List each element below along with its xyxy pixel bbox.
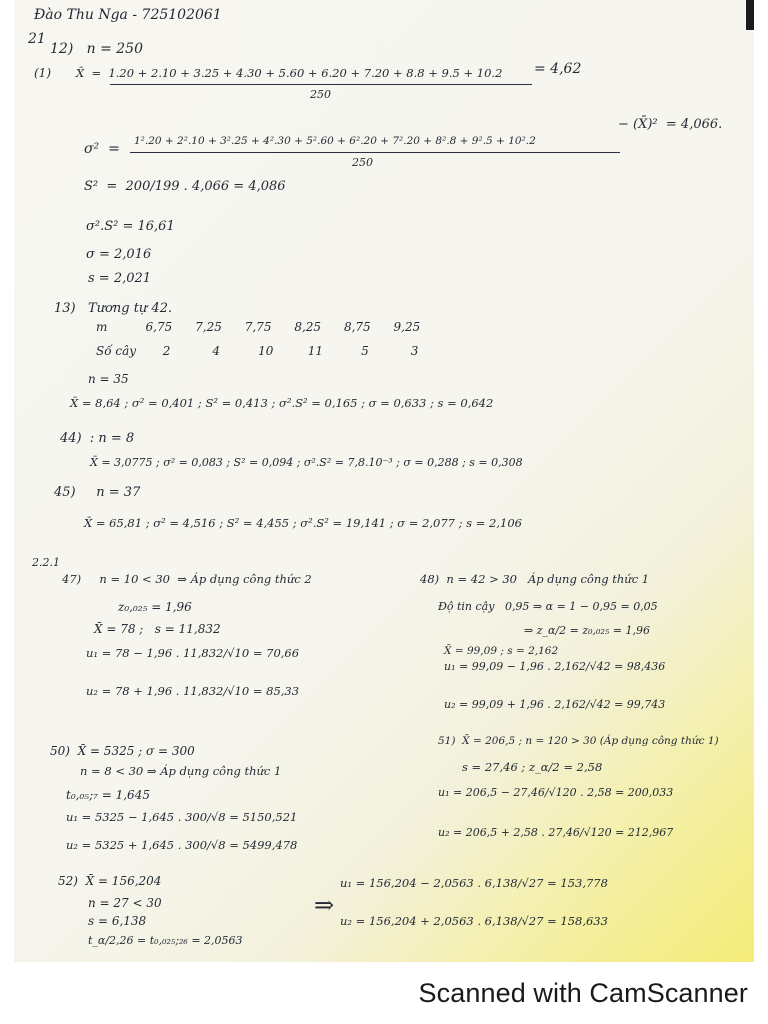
sigma-value: σ = 2,016 (86, 247, 152, 262)
problem-48: 48) n = 42 > 30 Áp dụng công thức 1 (420, 572, 650, 586)
t-value-50: t₀,₀₅;₇ = 1,645 (66, 788, 150, 802)
fraction-bar (110, 84, 532, 85)
table-row-count: Số cây 2 4 10 11 5 3 (96, 344, 419, 358)
page-edge-shadow (746, 0, 754, 30)
z-value-48: ⇒ z_α/2 = z₀,₀₂₅ = 1,96 (524, 624, 650, 637)
u2-47: u₂ = 78 + 1,96 . 11,832/√10 = 85,33 (86, 684, 300, 698)
t-value-52: t_α/2,26 = t₀,₀₂₅;₂₆ = 2,0563 (88, 934, 243, 947)
problem-47: 47) n = 10 < 30 ⇒ Áp dụng công thức 2 (62, 572, 312, 586)
sample-variance: S² = 200/199 . 4,066 = 4,086 (84, 179, 286, 194)
page-header: Đào Thu Nga - 725102061 (34, 7, 222, 23)
u2-48: u₂ = 99,09 + 1,96 . 2,162/√42 = 99,743 (444, 698, 666, 711)
u1-52: u₁ = 156,204 − 2,0563 . 6,138/√27 = 153,778 (340, 876, 608, 890)
sample-size: n = 35 (88, 372, 129, 386)
condition-50: n = 8 < 30 ⇒ Áp dụng công thức 1 (80, 764, 282, 778)
u1-50: u₁ = 5325 − 1,645 . 300/√8 = 5150,521 (66, 810, 298, 824)
results-45: X̄ = 65,81 ; σ² = 4,516 ; S² = 4,455 ; σ².S² = 19,141 ; σ = 2,077 ; s = 2,106 (84, 516, 522, 530)
section-2-2-1: 2.2.1 (32, 556, 60, 569)
product-value: σ².S² = 16,61 (86, 219, 175, 234)
mean-s-48: X̄ = 99,09 ; s = 2,162 (444, 645, 559, 657)
mean-result: = 4,62 (534, 61, 582, 77)
problem-50: 50) X̄ = 5325 ; σ = 300 (50, 744, 195, 758)
s-value: s = 2,021 (88, 271, 152, 286)
variance-denominator: 250 (352, 156, 373, 169)
scanner-footer (0, 970, 768, 1024)
u1-51: u₁ = 206,5 − 27,46/√120 . 2,58 = 200,033 (438, 786, 674, 799)
part-label: (1) (34, 66, 51, 80)
confidence-48: Độ tin cậy 0,95 ⇒ α = 1 − 0,95 = 0,05 (438, 600, 658, 613)
camscanner-watermark: Scanned with CamScanner (418, 978, 748, 1008)
u2-50: u₂ = 5325 + 1,645 . 300/√8 = 5499,478 (66, 838, 298, 852)
results-44: X̄ = 3,0775 ; σ² = 0,083 ; S² = 0,094 ; σ².S² = 7,8.10⁻³ ; σ = 0,288 ; s = 0,308 (90, 456, 523, 469)
mean-numerator: X̄ = 1.20 + 2.10 + 3.25 + 4.30 + 5.60 + 6.20 + 7.20 + 8.8 + 9.5 + 10.2 (76, 66, 503, 80)
mean-denominator: 250 (310, 88, 331, 101)
problem-51: 51) X̄ = 206,5 ; n = 120 > 30 (Áp dụng công thức 1) (438, 735, 719, 747)
brace-arrow: ⇒ (314, 891, 335, 919)
u2-51: u₂ = 206,5 + 2,58 . 27,46/√120 = 212,967 (438, 826, 674, 839)
s-z-51: s = 27,46 ; z_α/2 = 2,58 (462, 760, 603, 774)
table-row-m: m 6,75 7,25 7,75 8,25 8,75 9,25 (96, 320, 421, 334)
u1-47: u₁ = 78 − 1,96 . 11,832/√10 = 70,66 (86, 646, 300, 660)
problem-13: 13) Tương tự 42. (54, 301, 173, 316)
mean-s-47: X̄ = 78 ; s = 11,832 (94, 622, 221, 636)
section-number: 21 (28, 31, 46, 47)
u2-52: u₂ = 156,204 + 2,0563 . 6,138/√27 = 158,633 (340, 914, 608, 928)
problem-12: 12) n = 250 (50, 41, 143, 57)
u1-48: u₁ = 99,09 − 1,96 . 2,162/√42 = 98,436 (444, 660, 666, 673)
n-value-52: n = 27 < 30 (88, 896, 162, 910)
scanned-page (14, 0, 754, 962)
variance-numerator: 1².20 + 2².10 + 3².25 + 4².30 + 5².60 + 6².20 + 7².20 + 8².8 + 9².5 + 10².2 (134, 135, 536, 147)
fraction-bar (130, 152, 620, 153)
variance-label: σ² = (84, 141, 120, 157)
z-value-47: z₀,₀₂₅ = 1,96 (118, 600, 192, 614)
variance-result: − (X̄)² = 4,066. (618, 117, 723, 132)
results-13: X̄ = 8,64 ; σ² = 0,401 ; S² = 0,413 ; σ².S² = 0,165 ; σ = 0,633 ; s = 0,642 (70, 396, 494, 410)
problem-52: 52) X̄ = 156,204 (58, 874, 162, 888)
problem-44: 44) : n = 8 (60, 431, 135, 446)
s-value-52: s = 6,138 (88, 914, 147, 928)
problem-45: 45) n = 37 (54, 485, 141, 500)
